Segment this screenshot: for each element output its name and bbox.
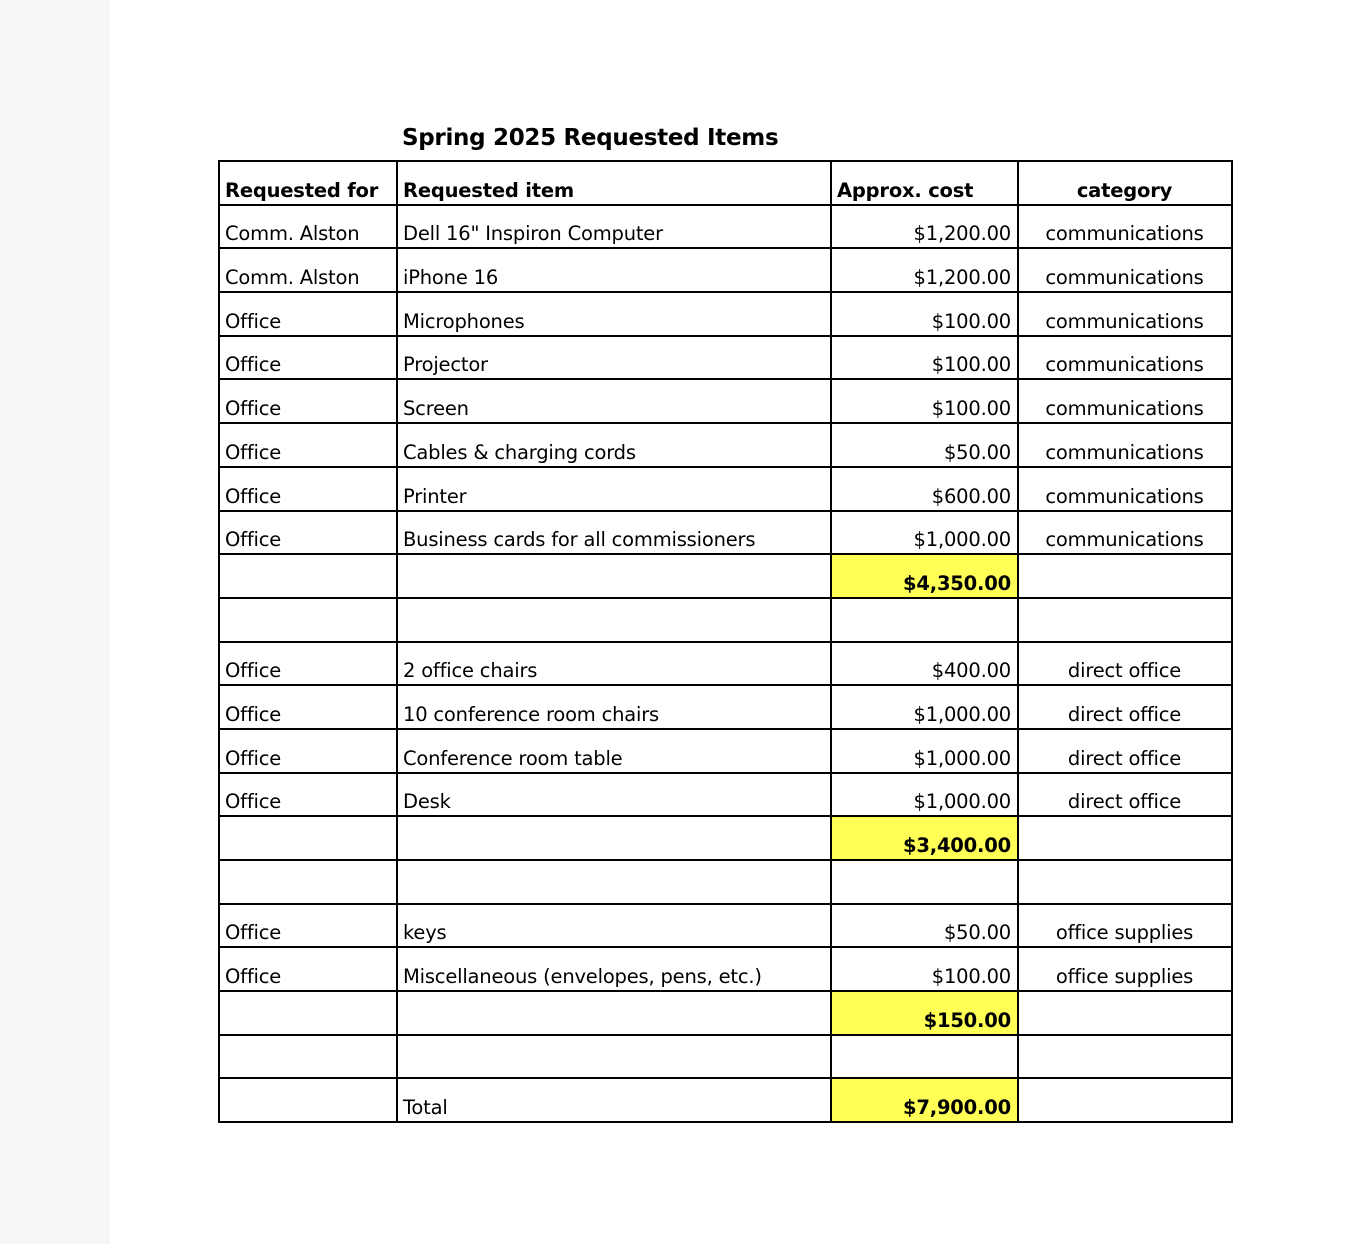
cell-requested-for <box>219 1078 397 1122</box>
cell-requested-item <box>397 860 831 904</box>
cell-requested-item: Conference room table <box>397 729 831 773</box>
cell-requested-item <box>397 1035 831 1079</box>
cell-category <box>1018 1078 1232 1122</box>
cell-approx-cost: $100.00 <box>831 336 1018 380</box>
cell-category: communications <box>1018 467 1232 511</box>
cell-category: office supplies <box>1018 947 1232 991</box>
cell-requested-item <box>397 991 831 1035</box>
cell-requested-for: Office <box>219 292 397 336</box>
cell-requested-item: Printer <box>397 467 831 511</box>
document-title: Spring 2025 Requested Items <box>402 125 779 151</box>
cell-category: communications <box>1018 423 1232 467</box>
cell-approx-cost: $50.00 <box>831 904 1018 948</box>
table-row <box>219 642 1232 686</box>
cell-requested-item: Microphones <box>397 292 831 336</box>
table-row <box>219 947 1232 991</box>
subtotal-row <box>219 991 1232 1035</box>
cell-approx-cost: $100.00 <box>831 379 1018 423</box>
cell-approx-cost: $1,200.00 <box>831 205 1018 249</box>
subtotal-row <box>219 816 1232 860</box>
cell-category: communications <box>1018 336 1232 380</box>
blank-row <box>219 598 1232 642</box>
cell-requested-for: Office <box>219 729 397 773</box>
cell-category: communications <box>1018 379 1232 423</box>
table-row <box>219 205 1232 249</box>
cell-category: direct office <box>1018 685 1232 729</box>
cell-category <box>1018 554 1232 598</box>
header-requested-for: Requested for <box>219 161 397 205</box>
subtotal-row <box>219 554 1232 598</box>
subtotal-cost: $4,350.00 <box>831 554 1018 598</box>
cell-requested-for: Office <box>219 511 397 555</box>
header-approx-cost: Approx. cost <box>831 161 1018 205</box>
cell-approx-cost: $50.00 <box>831 423 1018 467</box>
header-category: category <box>1018 161 1232 205</box>
cell-requested-item: Dell 16" Inspiron Computer <box>397 205 831 249</box>
blank-row <box>219 860 1232 904</box>
subtotal-cost: $3,400.00 <box>831 816 1018 860</box>
cell-requested-for <box>219 1035 397 1079</box>
table-row <box>219 729 1232 773</box>
cell-category <box>1018 816 1232 860</box>
cell-requested-for: Comm. Alston <box>219 248 397 292</box>
cell-approx-cost <box>831 860 1018 904</box>
cell-category <box>1018 860 1232 904</box>
cell-requested-for: Office <box>219 467 397 511</box>
cell-approx-cost: $1,000.00 <box>831 773 1018 817</box>
cell-requested-for: Office <box>219 904 397 948</box>
cell-requested-for: Office <box>219 379 397 423</box>
cell-approx-cost: $100.00 <box>831 292 1018 336</box>
cell-requested-for <box>219 816 397 860</box>
cell-category <box>1018 598 1232 642</box>
cell-approx-cost: $600.00 <box>831 467 1018 511</box>
cell-requested-item: iPhone 16 <box>397 248 831 292</box>
table-row <box>219 336 1232 380</box>
cell-approx-cost: $1,200.00 <box>831 248 1018 292</box>
cell-approx-cost: $100.00 <box>831 947 1018 991</box>
cell-requested-item: Projector <box>397 336 831 380</box>
cell-requested-for: Office <box>219 947 397 991</box>
cell-requested-item <box>397 816 831 860</box>
table-row <box>219 467 1232 511</box>
cell-requested-item: Cables & charging cords <box>397 423 831 467</box>
cell-requested-for: Office <box>219 773 397 817</box>
cell-requested-item: Total <box>397 1078 831 1122</box>
cell-category: communications <box>1018 248 1232 292</box>
cell-requested-item: Desk <box>397 773 831 817</box>
total-row <box>219 1078 1232 1122</box>
table-row <box>219 423 1232 467</box>
cell-approx-cost <box>831 1035 1018 1079</box>
cell-requested-item: 10 conference room chairs <box>397 685 831 729</box>
table-row <box>219 904 1232 948</box>
cell-requested-item <box>397 598 831 642</box>
cell-category <box>1018 991 1232 1035</box>
side-strip <box>0 0 110 1244</box>
cell-requested-item: Screen <box>397 379 831 423</box>
cell-approx-cost: $1,000.00 <box>831 511 1018 555</box>
blank-row <box>219 1035 1232 1079</box>
cell-requested-for: Office <box>219 642 397 686</box>
total-cost: $7,900.00 <box>831 1078 1018 1122</box>
table-row <box>219 292 1232 336</box>
table-row <box>219 379 1232 423</box>
table-row <box>219 511 1232 555</box>
cell-requested-for: Office <box>219 685 397 729</box>
cell-requested-item: Miscellaneous (envelopes, pens, etc.) <box>397 947 831 991</box>
cell-requested-for <box>219 991 397 1035</box>
table-row <box>219 685 1232 729</box>
cell-category <box>1018 1035 1232 1079</box>
cell-requested-for: Comm. Alston <box>219 205 397 249</box>
cell-requested-for: Office <box>219 423 397 467</box>
table-row <box>219 248 1232 292</box>
header-row <box>219 161 1232 205</box>
cell-requested-item: 2 office chairs <box>397 642 831 686</box>
cell-requested-for <box>219 554 397 598</box>
requested-items-table <box>218 160 1233 1123</box>
cell-approx-cost: $400.00 <box>831 642 1018 686</box>
cell-requested-for <box>219 860 397 904</box>
cell-category: direct office <box>1018 729 1232 773</box>
cell-requested-for: Office <box>219 336 397 380</box>
header-requested-item: Requested item <box>397 161 831 205</box>
table-row <box>219 773 1232 817</box>
cell-requested-for <box>219 598 397 642</box>
cell-approx-cost <box>831 598 1018 642</box>
cell-category: communications <box>1018 205 1232 249</box>
cell-requested-item: Business cards for all commissioners <box>397 511 831 555</box>
subtotal-cost: $150.00 <box>831 991 1018 1035</box>
cell-category: office supplies <box>1018 904 1232 948</box>
cell-approx-cost: $1,000.00 <box>831 685 1018 729</box>
cell-requested-item: keys <box>397 904 831 948</box>
cell-category: communications <box>1018 511 1232 555</box>
cell-requested-item <box>397 554 831 598</box>
cell-approx-cost: $1,000.00 <box>831 729 1018 773</box>
cell-category: direct office <box>1018 642 1232 686</box>
cell-category: direct office <box>1018 773 1232 817</box>
cell-category: communications <box>1018 292 1232 336</box>
